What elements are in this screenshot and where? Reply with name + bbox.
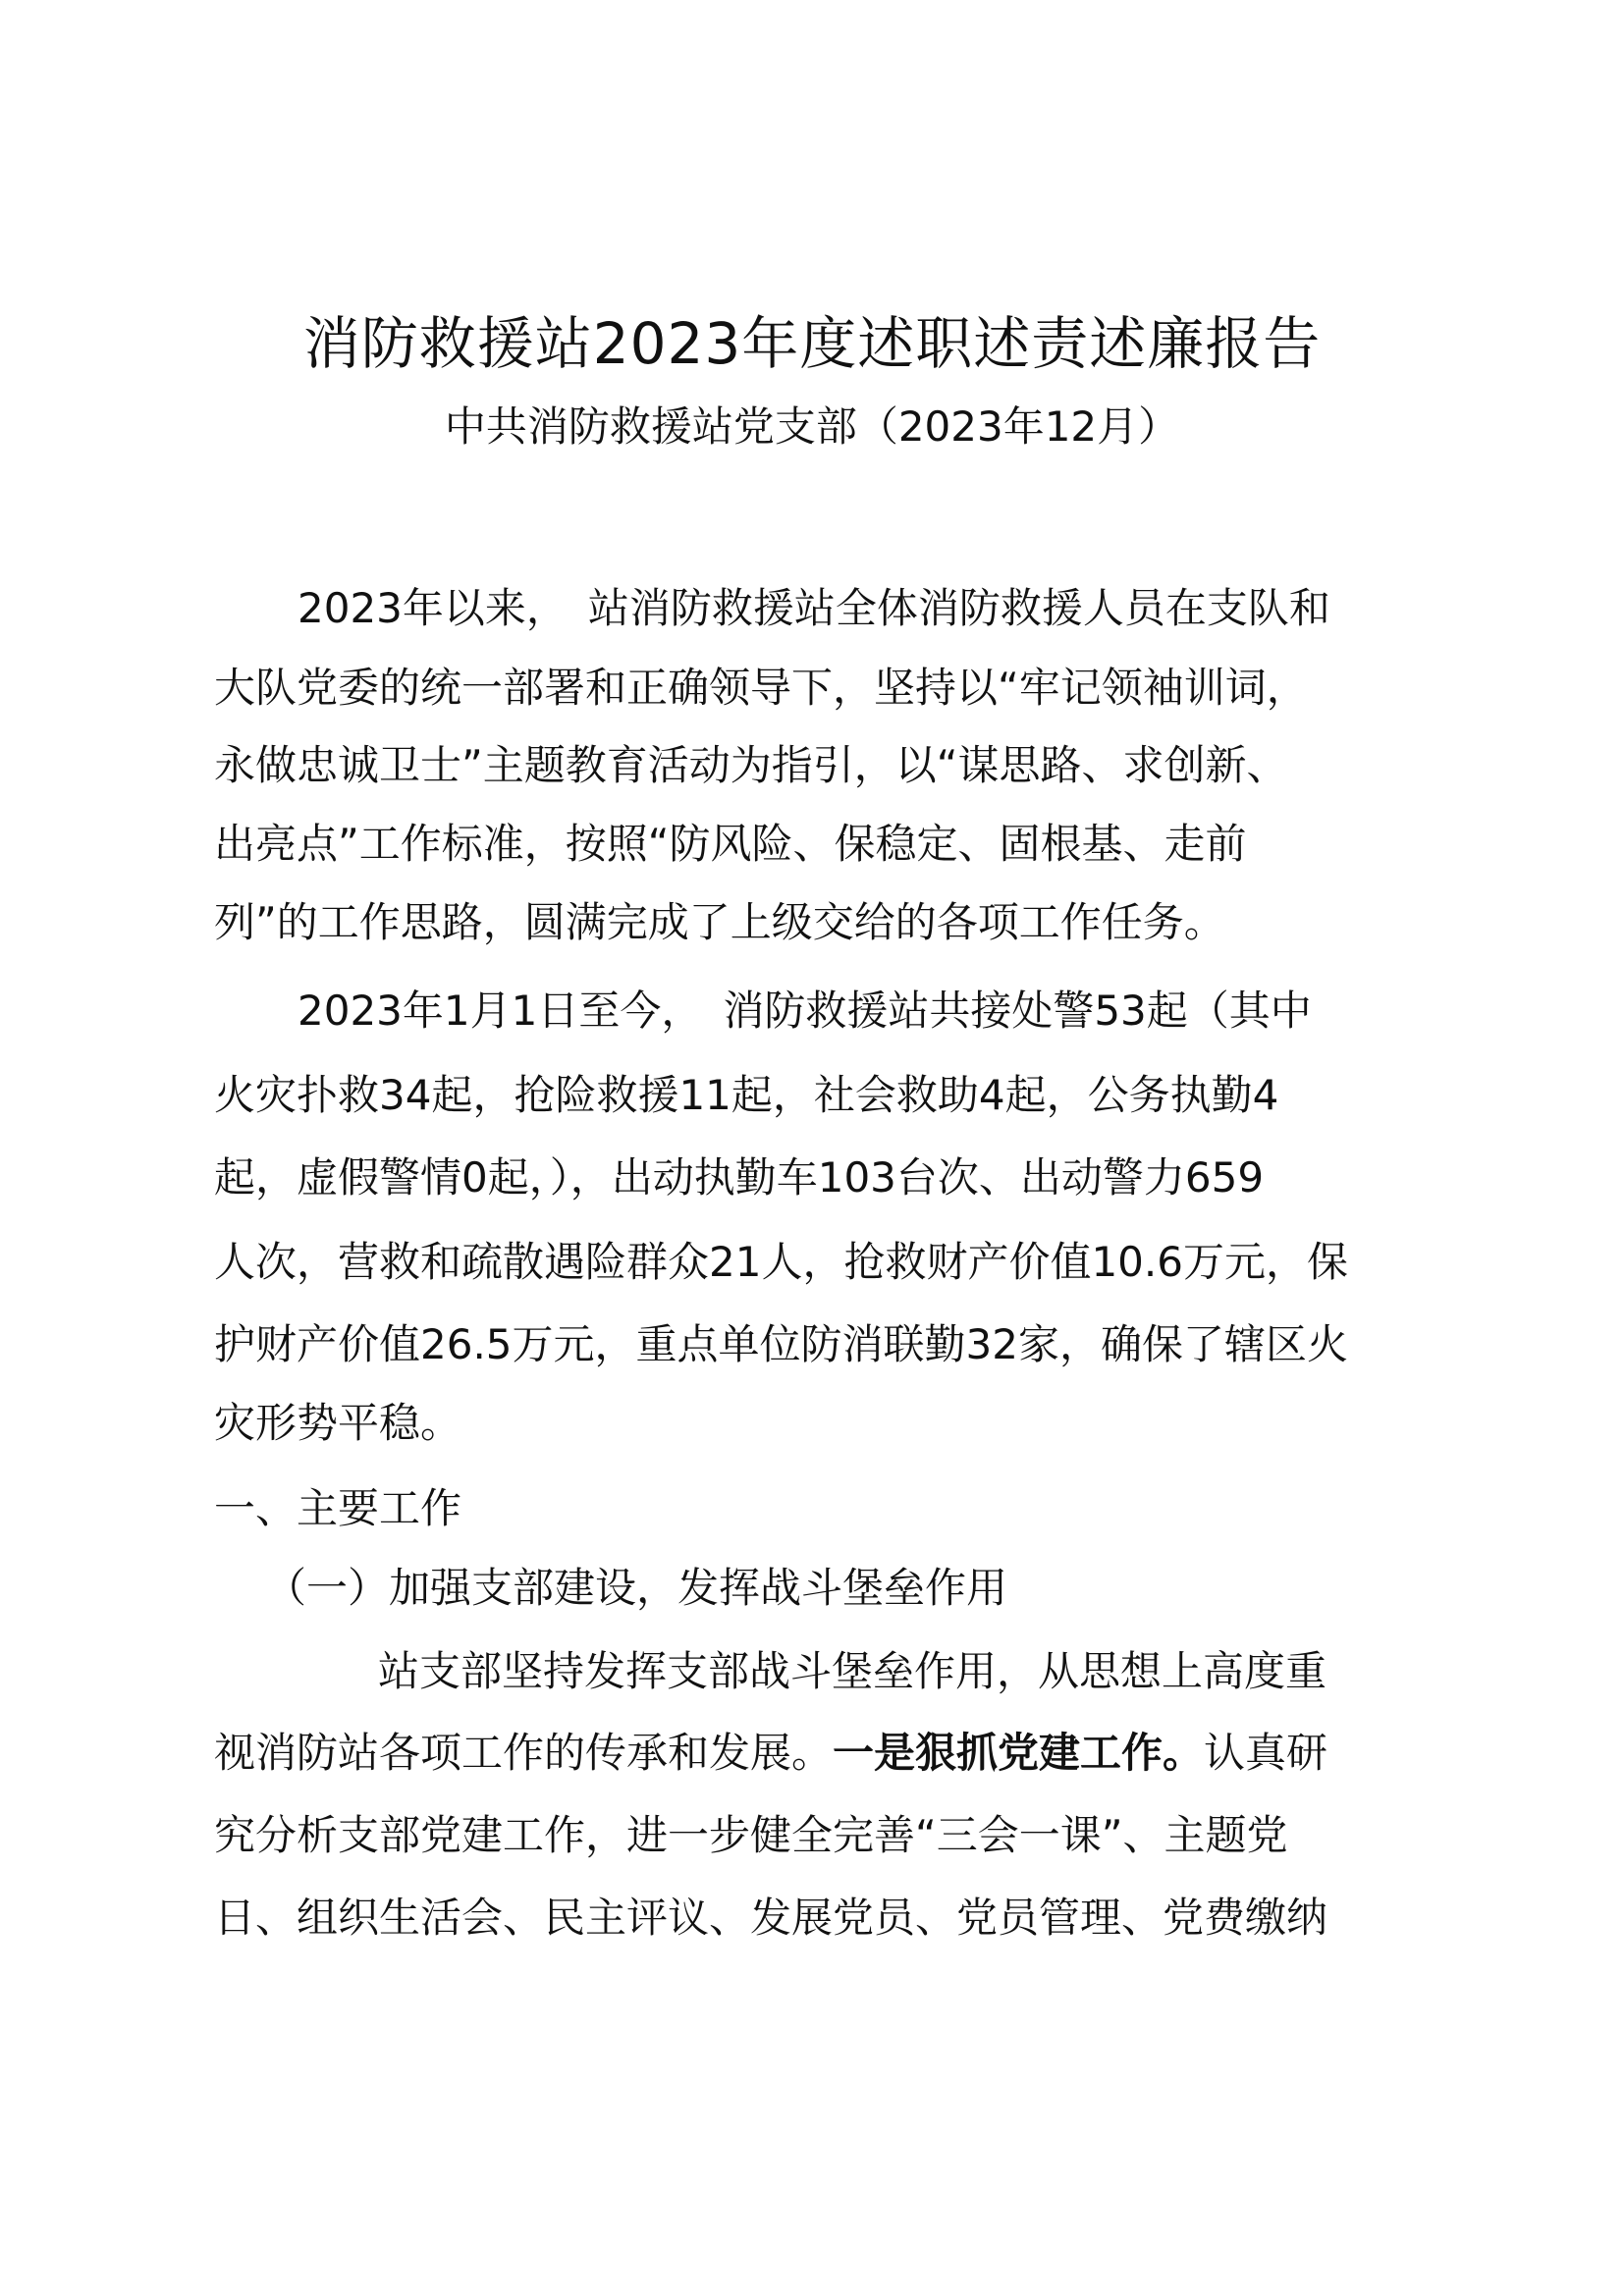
paragraph-line: 站支部坚持发挥支部战斗堡垒作用，从思想上高度重	[378, 1647, 1327, 1695]
document-title: 消防救援站2023年度述职述责述廉报告	[302, 310, 1322, 377]
paragraph-line: 护财产价值26.5万元，重点单位防消联勤32家，确保了辖区火	[214, 1320, 1348, 1368]
paragraph-text: 认真研	[1204, 1729, 1328, 1777]
document-subtitle: 中共消防救援站党支部（2023年12月）	[444, 402, 1180, 451]
paragraph-line: 火灾扑救34起，抢险救援11起，社会救助4起，公务执勤4	[214, 1071, 1279, 1119]
section-heading: 一、主要工作	[214, 1484, 462, 1532]
paragraph-line: 列”的工作思路，圆满完成了上级交给的各项工作任务。	[214, 898, 1225, 946]
paragraph-line: 起，虚假警情0起，），出动执勤车103台次、出动警力659	[214, 1153, 1265, 1201]
paragraph-line: 2023年以来， 站消防救援站全体消防救援人员在支队和	[298, 584, 1330, 632]
paragraph-line: 大队党委的统一部署和正确领导下，坚持以“牢记领袖训词，	[214, 664, 1308, 712]
paragraph-line	[214, 1724, 1327, 1783]
paragraph-line: 灾形势平稳。	[214, 1399, 462, 1447]
paragraph-text: 视消防站各项工作的传承和发展。	[214, 1729, 834, 1777]
paragraph-line: 人次，营救和疏散遇险群众21人，抢救财产价值10.6万元，保	[214, 1238, 1348, 1286]
paragraph-line: 日、组织生活会、民主评议、发展党员、党员管理、党费缴纳	[214, 1894, 1328, 1942]
bold-lead-phrase: 一是狠抓党建工作。	[833, 1729, 1205, 1777]
subsection-heading: （一）加强支部建设，发挥战斗堡垒作用	[265, 1564, 1008, 1612]
paragraph-line: 永做忠诚卫士”主题教育活动为指引，以“谋思路、求创新、	[214, 741, 1288, 789]
paragraph-line: 2023年1月1日至今， 消防救援站共接处警53起（其中	[298, 987, 1312, 1035]
paragraph-line: 究分析支部党建工作，进一步健全完善“三会一课”、主题党	[214, 1811, 1288, 1859]
paragraph-line: 出亮点”工作标准，按照“防风险、保稳定、固根基、走前	[214, 820, 1247, 868]
